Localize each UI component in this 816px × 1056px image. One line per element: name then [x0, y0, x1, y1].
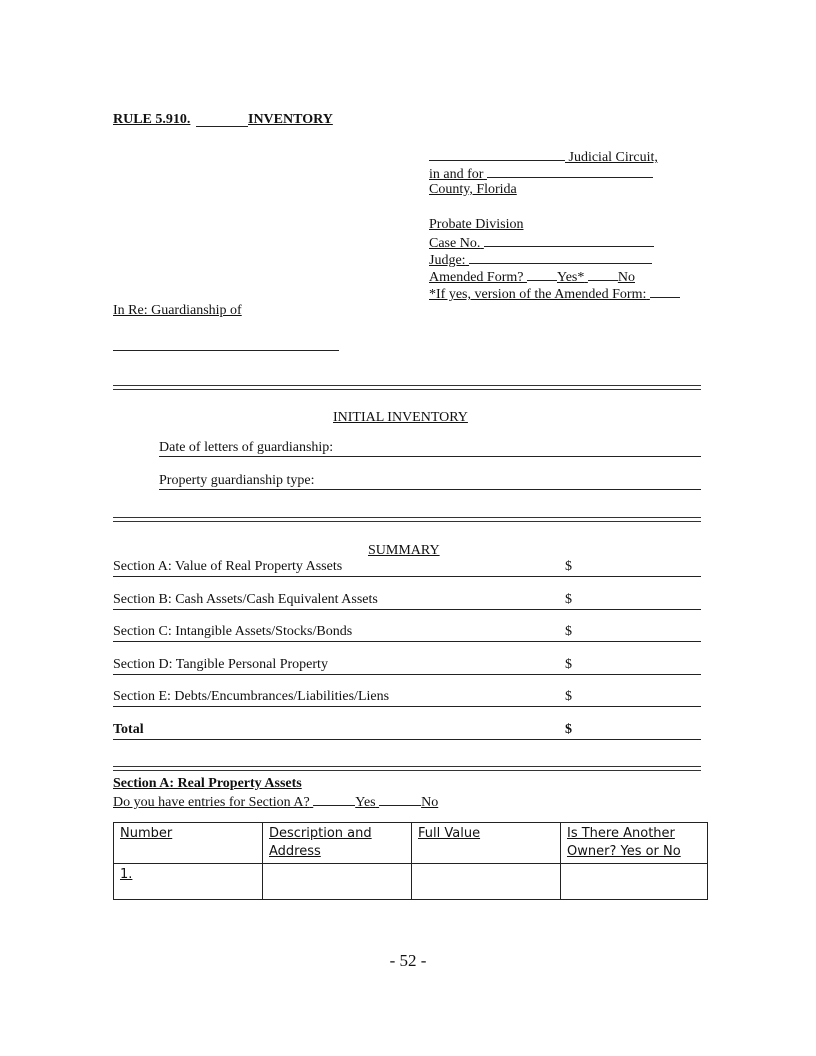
case-no-blank[interactable] — [484, 233, 654, 247]
dollar-sign: $ — [565, 657, 572, 672]
table-cell-description[interactable] — [263, 864, 412, 900]
section-a-yes-label: Yes — [355, 795, 376, 810]
dollar-sign: $ — [565, 592, 572, 607]
case-no-label: Case No. — [429, 236, 481, 251]
guardianship-type-label: Property guardianship type: — [159, 473, 315, 488]
divider-bottom — [113, 766, 701, 771]
divider-middle — [113, 517, 701, 522]
summary-title: SUMMARY — [368, 543, 440, 558]
dollar-sign: $ — [565, 624, 572, 639]
dollar-sign: $ — [565, 559, 572, 574]
table-cell-full-value[interactable] — [412, 864, 561, 900]
table-cell-number[interactable]: 1. — [114, 864, 263, 900]
column-header-full-value: Full Value — [412, 823, 561, 864]
judge-blank[interactable] — [469, 250, 652, 264]
rule-number: RULE 5.910. — [113, 112, 191, 127]
summary-label-a: Section A: Value of Real Property Assets — [113, 559, 343, 574]
letters-date-field[interactable] — [159, 439, 701, 457]
dollar-sign: $ — [565, 722, 572, 737]
judge-label: Judge: — [429, 253, 466, 268]
amended-no-blank[interactable] — [588, 267, 618, 281]
circuit-blank[interactable] — [429, 147, 565, 161]
summary-row-total[interactable] — [113, 722, 701, 740]
version-blank[interactable] — [650, 284, 680, 298]
summary-total-label: Total — [113, 722, 144, 737]
section-a-yes-blank[interactable] — [313, 792, 355, 806]
summary-row-e[interactable] — [113, 689, 701, 707]
section-a-question-line[interactable] — [113, 792, 438, 811]
amended-yes-blank[interactable] — [527, 267, 557, 281]
circuit-label: Judicial Circuit, — [568, 150, 658, 165]
county-blank[interactable] — [487, 164, 653, 178]
divider-top — [113, 385, 701, 390]
amended-label: Amended Form? — [429, 270, 524, 285]
in-and-for-label: in and for — [429, 167, 484, 182]
page-number: - 52 - — [389, 951, 427, 970]
column-header-description: Description and Address — [263, 823, 412, 864]
division-label: Probate Division — [429, 217, 524, 232]
letters-date-label: Date of letters of guardianship: — [159, 440, 334, 455]
summary-row-b[interactable] — [113, 592, 701, 610]
version-line[interactable] — [429, 284, 680, 303]
section-a-title: Section A: Real Property Assets — [113, 776, 302, 791]
table-row — [114, 864, 708, 900]
form-title: INVENTORY — [248, 112, 333, 127]
column-header-number: Number — [114, 823, 263, 864]
column-header-other-owner: Is There Another Owner? Yes or No — [561, 823, 708, 864]
ward-name-blank[interactable] — [113, 350, 339, 351]
summary-label-e: Section E: Debts/Encumbrances/Liabilities/Liens — [113, 689, 390, 704]
initial-inventory-title: INITIAL INVENTORY — [333, 410, 468, 425]
amended-yes-label: Yes* — [556, 270, 585, 285]
section-a-question: Do you have entries for Section A? — [113, 795, 310, 810]
real-property-table — [113, 822, 708, 900]
guardianship-type-field[interactable] — [159, 472, 701, 490]
dollar-sign: $ — [565, 689, 572, 704]
in-re-label: In Re: Guardianship of — [113, 303, 242, 318]
section-a-no-label: No — [421, 795, 439, 810]
table-cell-other-owner[interactable] — [561, 864, 708, 900]
summary-row-c[interactable] — [113, 624, 701, 642]
summary-row-a[interactable] — [113, 559, 701, 577]
summary-label-c: Section C: Intangible Assets/Stocks/Bonds — [113, 624, 353, 639]
version-label: *If yes, version of the Amended Form: — [429, 287, 647, 302]
summary-row-d[interactable] — [113, 657, 701, 675]
summary-label-b: Section B: Cash Assets/Cash Equivalent Assets — [113, 592, 378, 607]
section-a-no-blank[interactable] — [379, 792, 421, 806]
summary-label-d: Section D: Tangible Personal Property — [113, 657, 328, 672]
amended-no-label: No — [617, 270, 635, 285]
table-header-row — [114, 823, 708, 864]
county-label: County, Florida — [429, 182, 517, 197]
title-underline-gap — [196, 126, 248, 127]
